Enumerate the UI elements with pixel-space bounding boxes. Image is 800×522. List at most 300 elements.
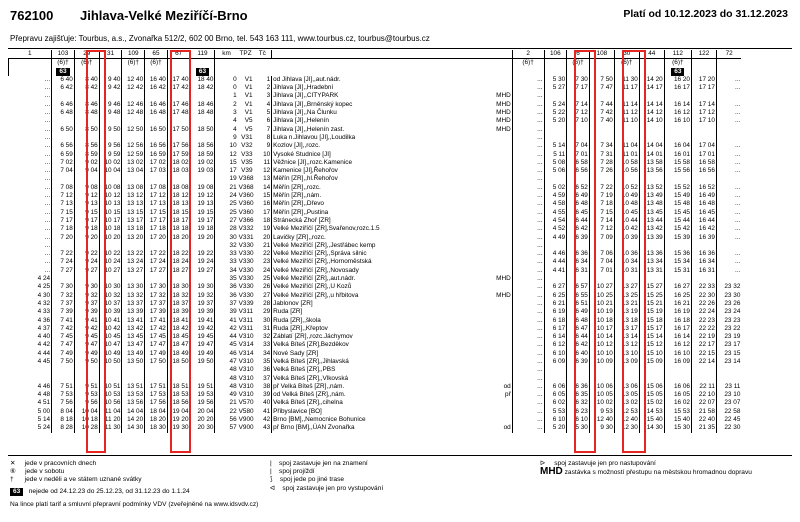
time-cell: 6 46 (52, 101, 75, 109)
time-cell: 13 22 (122, 250, 145, 258)
time-cell: 4 44 (544, 258, 567, 266)
time-cell: 16 40 (145, 76, 168, 84)
time-cell: 13 41 (122, 317, 145, 325)
time-cell: 15 48 (664, 200, 691, 208)
time-cell: 6 55 (567, 292, 590, 300)
stop-name: Záblatí [ZR],,rozc.Jáchymov (273, 333, 353, 341)
timetable (8, 50, 792, 433)
stop-name: Velké Meziříčí [ZR],,Správa silnic (273, 250, 367, 258)
stop-row (9, 391, 792, 399)
time-cell: 10 42 (614, 225, 639, 233)
time-cell: 18 12 (167, 192, 190, 200)
time-cell: 6 48 (567, 200, 590, 208)
time-cell: 4 46 (37, 382, 51, 390)
tc-cell: 25 (263, 275, 271, 283)
time-cell: 10 52 (614, 184, 639, 192)
time-cell (52, 375, 75, 383)
time-cell: 22 24 (691, 308, 716, 316)
km-cell: 4 (215, 117, 238, 125)
time-cell: ... (512, 209, 544, 217)
time-cell: 10 53 (99, 391, 122, 399)
time-cell: 7 17 (567, 84, 590, 92)
time-cell: 17 04 (691, 142, 716, 150)
time-cell: 22 17 (691, 341, 716, 349)
time-cell: 13 37 (122, 300, 145, 308)
time-cell: 6 02 (544, 399, 567, 407)
time-cell: 7 18 (52, 225, 75, 233)
time-cell: 13 44 (639, 217, 664, 225)
trip-note: (6)† (567, 59, 590, 68)
stop-name: Jihlava [JI],,Brněnský kopec (273, 100, 353, 108)
time-cell: 17 30 (145, 283, 168, 291)
time-cell: 6 50 (52, 126, 75, 134)
time-cell (614, 92, 639, 100)
time-cell: 12 40 (122, 76, 145, 84)
time-cell: 7 47 (52, 341, 75, 349)
time-cell: 10 39 (99, 308, 122, 316)
time-cell (122, 134, 145, 142)
time-cell: 13 17 (122, 217, 145, 225)
time-cell: ... (44, 216, 51, 224)
mhd-cell (285, 350, 512, 358)
time-cell: 6 27 (544, 283, 567, 291)
tc-cell: 30 (263, 316, 271, 324)
time-cell: 14 04 (639, 142, 664, 150)
stop-name: Velké Meziříčí [ZR],,Jestřábec kemp (273, 241, 376, 249)
time-cell: 23 17 (716, 341, 741, 349)
time-cell: ... (512, 250, 544, 258)
time-cell: 15 02 (639, 399, 664, 407)
trip-flag (544, 68, 567, 76)
time-cell (716, 275, 741, 283)
time-cell: ... (716, 250, 741, 258)
time-cell: 6 44 (567, 217, 590, 225)
tc-cell: 39 (263, 391, 271, 399)
time-cell: 18 22 (167, 250, 190, 258)
time-cell: 13 50 (122, 358, 145, 366)
time-cell: ... (44, 92, 51, 100)
stop-row (9, 184, 792, 192)
tpz-cell: V310 (238, 357, 254, 365)
time-cell: 19 03 (190, 167, 215, 175)
tpz-cell: V331 (238, 233, 254, 241)
km-cell: 39 (215, 308, 238, 316)
footer-note: Na lince platí tarif a smluvní přepravní podmínky VDV (zveřejněné na www.idsvdv.cz) (10, 500, 259, 508)
time-cell: 16 05 (664, 391, 691, 399)
time-cell: 7 50 (589, 76, 614, 84)
time-cell: 9 30 (74, 283, 99, 291)
time-cell: 16 10 (664, 350, 691, 358)
trip-flag (99, 68, 122, 76)
tc-cell: 36 (263, 366, 271, 374)
time-cell: 8 04 (52, 408, 75, 416)
time-cell: 6 31 (567, 267, 590, 275)
mhd-cell: MHD (285, 92, 512, 100)
time-cell (664, 92, 691, 100)
tpz-cell: V1 (244, 92, 253, 100)
spacer (254, 68, 272, 76)
tpz-cell: V310 (238, 333, 254, 341)
time-cell: 10 20 (99, 234, 122, 242)
time-cell: 16 09 (664, 358, 691, 366)
time-cell: 13 51 (122, 383, 145, 391)
time-cell: 12 56 (122, 142, 145, 150)
time-cell (567, 242, 590, 250)
time-cell (691, 366, 716, 374)
spacer (285, 59, 512, 68)
time-cell: 13 08 (122, 184, 145, 192)
time-cell: 5 30 (567, 424, 590, 432)
time-cell (664, 134, 691, 142)
time-cell (167, 275, 190, 283)
tc-cell: 2 (266, 84, 271, 92)
time-cell: ... (512, 358, 544, 366)
stop-name: Velká Bíteš [ZR],,PBS (273, 366, 336, 374)
time-cell: 9 41 (74, 317, 99, 325)
time-cell: 10 45 (614, 209, 639, 217)
time-cell: 9 04 (74, 167, 99, 175)
time-cell (716, 242, 741, 250)
time-cell: 9 49 (74, 350, 99, 358)
trip-note (691, 59, 716, 68)
km-cell: 48 (215, 383, 238, 391)
time-cell: 4 32 (37, 299, 51, 307)
time-cell: 17 50 (167, 126, 190, 134)
trip-flag (664, 68, 691, 76)
stop-name: Měřín [ZR],,Pustina (273, 208, 329, 216)
time-cell (167, 92, 190, 100)
time-cell: 4 30 (37, 291, 51, 299)
time-cell: 14 30 (122, 424, 145, 432)
time-cell: 4 40 (37, 333, 51, 341)
time-cell: 7 42 (589, 109, 614, 117)
time-cell: 5 30 (544, 76, 567, 84)
tpz-cell: V310 (238, 382, 254, 390)
time-cell: 21 58 (691, 408, 716, 416)
time-cell (589, 126, 614, 134)
km-cell: 47 (215, 358, 238, 366)
time-cell: 19 30 (167, 424, 190, 432)
time-cell: 18 32 (167, 292, 190, 300)
km-cell: 19 (215, 175, 238, 183)
tc-cell: 16 (263, 200, 271, 208)
time-cell: 6 06 (544, 383, 567, 391)
time-cell: 16 02 (664, 399, 691, 407)
tpz-cell: V310 (238, 391, 254, 399)
time-cell: 18 42 (190, 84, 215, 92)
time-cell (716, 134, 741, 142)
time-cell: 22 30 (691, 292, 716, 300)
time-cell (190, 117, 215, 125)
time-cell: ... (44, 225, 51, 233)
legend-flag-63: 63 nejede od 24.12.23 do 25.12.23, od 31.12.23 do 1.1.24 (10, 488, 258, 496)
stop-row (9, 250, 792, 258)
km-cell: 42 (215, 325, 238, 333)
time-cell: 23 11 (716, 383, 741, 391)
mhd-cell: MHD (285, 101, 512, 109)
time-cell (52, 275, 75, 283)
time-cell: ... (512, 175, 544, 183)
time-cell (74, 242, 99, 250)
time-cell: 19 15 (190, 209, 215, 217)
route-title: Jihlava-Velké Meziříčí-Brno (80, 8, 248, 23)
time-cell (716, 126, 741, 134)
time-cell: 13 39 (122, 308, 145, 316)
time-cell (716, 375, 741, 383)
trip-note (190, 59, 215, 68)
tpz-cell: V1 (244, 100, 253, 108)
tpz-cell: V368 (238, 175, 254, 183)
tpz-cell: V35 (241, 158, 253, 166)
time-cell: 13 34 (639, 258, 664, 266)
time-cell: ... (512, 325, 544, 333)
time-cell: ... (512, 109, 544, 117)
time-cell: 19 20 (167, 416, 190, 424)
time-cell (567, 134, 590, 142)
time-cell: 19 49 (190, 350, 215, 358)
tpz-cell: V39 (241, 167, 253, 175)
time-cell (190, 92, 215, 100)
time-cell: 9 50 (74, 358, 99, 366)
time-cell: 13 49 (122, 350, 145, 358)
stop-name: Velká Bíteš [ZR],,cihelna (273, 399, 343, 407)
time-cell (567, 275, 590, 283)
tc-cell: 8 (266, 133, 271, 141)
km-cell: 0 (215, 84, 238, 92)
time-cell: 10 09 (589, 358, 614, 366)
stop-name: Luka n.Jihlavou [JI],,Loudilka (273, 133, 356, 141)
stop-row (9, 317, 792, 325)
time-cell: 6 10 (567, 416, 590, 424)
time-cell: ... (716, 167, 741, 175)
time-cell: ... (512, 200, 544, 208)
time-cell: 4 54 (544, 217, 567, 225)
stop-row (9, 366, 792, 374)
tpz-cell: V314 (238, 349, 254, 357)
time-cell (167, 117, 190, 125)
time-cell: 18 04 (145, 408, 168, 416)
spacer (272, 59, 286, 68)
time-cell: 7 34 (589, 142, 614, 150)
time-cell: 17 41 (145, 317, 168, 325)
time-cell (52, 366, 75, 374)
mhd-cell (285, 308, 512, 316)
mhd-cell: MHD (285, 275, 512, 283)
legend-symbols (270, 460, 383, 493)
km-cell: 33 (215, 258, 238, 266)
time-cell: 16 18 (664, 317, 691, 325)
stop-name: Velké Meziříčí [ZR],,Hornoměstská (273, 258, 372, 266)
time-cell: 18 46 (190, 101, 215, 109)
stop-row (9, 192, 792, 200)
carrier-info: Přepravu zajišťuje: Tourbus, a.s., Zvonařka 512/2, 602 00 Brno, tel. 543 163 111, www.tourbus.cz, tourbus@tourbus.cz (10, 34, 430, 43)
time-cell: 13 15 (122, 209, 145, 217)
time-cell: 13 12 (122, 192, 145, 200)
time-cell: 16 39 (691, 234, 716, 242)
tc-cell: 27 (263, 291, 271, 299)
tpz-cell: V332 (238, 225, 254, 233)
time-cell: 4 49 (544, 234, 567, 242)
time-cell: ... (44, 100, 51, 108)
time-cell: 17 32 (145, 292, 168, 300)
time-cell: 7 53 (52, 391, 75, 399)
km-cell: 36 (215, 283, 238, 291)
time-cell: 7 12 (52, 192, 75, 200)
stop-name: Jihlava [JI],,Helenín (273, 117, 329, 125)
time-cell: 18 27 (167, 267, 190, 275)
time-cell (167, 366, 190, 374)
time-cell (567, 175, 590, 183)
time-cell: 16 25 (664, 292, 691, 300)
tpz-cell: V5 (244, 125, 253, 133)
tc-cell: 15 (263, 192, 271, 200)
trip-note: (6)† (512, 59, 544, 68)
tc-cell: 23 (263, 258, 271, 266)
stop-name: Velká Bíteš [ZR],,Vlkovská (273, 374, 349, 382)
tc-cell: 38 (263, 382, 271, 390)
tpz-cell: V314 (238, 341, 254, 349)
time-cell: 6 47 (567, 325, 590, 333)
time-cell: 16 20 (664, 76, 691, 84)
time-cell: 18 42 (167, 325, 190, 333)
time-cell: 8 56 (74, 142, 99, 150)
km-cell: 28 (215, 225, 238, 233)
trip-flag (512, 68, 544, 76)
time-cell: 19 12 (190, 192, 215, 200)
time-cell: 19 47 (190, 341, 215, 349)
time-cell: 11 30 (99, 424, 122, 432)
time-cell (589, 242, 614, 250)
time-cell: 20 20 (190, 416, 215, 424)
legend-pass-through: | spoj projíždí (270, 468, 315, 476)
trip-number: 72 (716, 50, 741, 59)
time-cell: 9 56 (74, 399, 99, 407)
time-cell: 13 52 (639, 184, 664, 192)
stop-name: Velká Bíteš [ZR],,Jihlavská (273, 357, 349, 365)
time-cell (639, 375, 664, 383)
time-cell (74, 375, 99, 383)
time-cell: 18 49 (167, 350, 190, 358)
time-cell (74, 175, 99, 183)
time-cell: ... (44, 241, 51, 249)
legend-sunday: † jede v neděli a ve státem uznané svátky (10, 476, 142, 484)
time-cell: 18 48 (190, 109, 215, 117)
time-cell (99, 275, 122, 283)
km-cell: 56 (215, 416, 238, 424)
time-cell: 9 22 (74, 250, 99, 258)
time-cell: 12 42 (122, 84, 145, 92)
time-cell: 15 53 (664, 408, 691, 416)
time-cell: 7 56 (52, 399, 75, 407)
time-cell: 9 24 (74, 258, 99, 266)
time-cell: ... (512, 101, 544, 109)
stop-row (9, 234, 792, 242)
tc-cell: 35 (263, 357, 271, 365)
time-cell: 19 32 (190, 292, 215, 300)
time-cell: ... (512, 408, 544, 416)
time-cell: 18 50 (167, 358, 190, 366)
time-cell: 16 17 (664, 325, 691, 333)
time-cell: 7 47 (589, 84, 614, 92)
time-cell (664, 375, 691, 383)
time-cell (52, 117, 75, 125)
tpz-cell: V900 (238, 416, 254, 424)
time-cell: 6 44 (567, 333, 590, 341)
line-number: 762100 (10, 8, 54, 23)
tpz-cell: V330 (238, 250, 254, 258)
time-cell (544, 275, 567, 283)
time-cell: 6 39 (567, 234, 590, 242)
km-cell: 4 (215, 126, 238, 134)
spacer (215, 68, 238, 76)
time-cell: 15 30 (664, 424, 691, 432)
time-cell: 17 08 (145, 184, 168, 192)
time-cell: 17 40 (167, 76, 190, 84)
time-cell: 13 58 (639, 159, 664, 167)
time-cell: 19 04 (167, 408, 190, 416)
time-cell: ... (44, 75, 51, 83)
tc-cell: 13 (263, 175, 271, 183)
time-cell (190, 375, 215, 383)
trip-number: 65 (145, 50, 168, 59)
time-cell: 8 59 (74, 151, 99, 159)
stop-name: Kozlov [JI],,rozc. (273, 142, 321, 150)
flag-63-badge: 63 (671, 68, 684, 76)
km-cell: 15 (215, 159, 238, 167)
time-cell: 18 37 (167, 300, 190, 308)
time-cell: 23 15 (716, 350, 741, 358)
time-cell: 21 35 (691, 424, 716, 432)
trip-note (639, 59, 664, 68)
time-cell: ... (512, 383, 544, 391)
time-cell: 4 41 (544, 267, 567, 275)
time-cell: 10 24 (99, 258, 122, 266)
time-cell (122, 375, 145, 383)
stop-row (9, 399, 792, 407)
time-cell: 7 22 (589, 184, 614, 192)
time-cell: ... (716, 192, 741, 200)
time-cell: 5 08 (544, 159, 567, 167)
stop-name: Brno [BM],,Nemocnice Bohunice (273, 416, 366, 424)
mhd-cell: MHD (285, 109, 512, 117)
time-cell: 5 14 (37, 416, 51, 424)
tpz-cell: V33 (241, 150, 253, 158)
time-cell: 16 31 (691, 267, 716, 275)
time-cell: 10 41 (99, 317, 122, 325)
time-cell: 10 02 (589, 399, 614, 407)
legend-alight-only: ᐊ spoj zastavuje jen pro vystupování (270, 484, 384, 492)
time-cell (639, 366, 664, 374)
time-cell: 18 15 (167, 209, 190, 217)
time-cell: ... (44, 200, 51, 208)
tpz-cell: V360 (238, 208, 254, 216)
time-cell: 16 42 (691, 225, 716, 233)
time-cell: 16 46 (145, 101, 168, 109)
time-cell: 6 18 (544, 317, 567, 325)
time-cell (122, 117, 145, 125)
time-cell: 17 56 (145, 399, 168, 407)
time-cell: 4 42 (37, 341, 51, 349)
time-cell: 19 37 (190, 300, 215, 308)
time-cell: 18 59 (190, 151, 215, 159)
time-cell: ... (512, 92, 544, 100)
stop-row (9, 142, 792, 150)
time-cell (52, 242, 75, 250)
time-cell: 17 46 (167, 101, 190, 109)
time-cell: 12 59 (122, 151, 145, 159)
tc-cell: 34 (263, 349, 271, 357)
time-cell: 9 48 (99, 109, 122, 117)
